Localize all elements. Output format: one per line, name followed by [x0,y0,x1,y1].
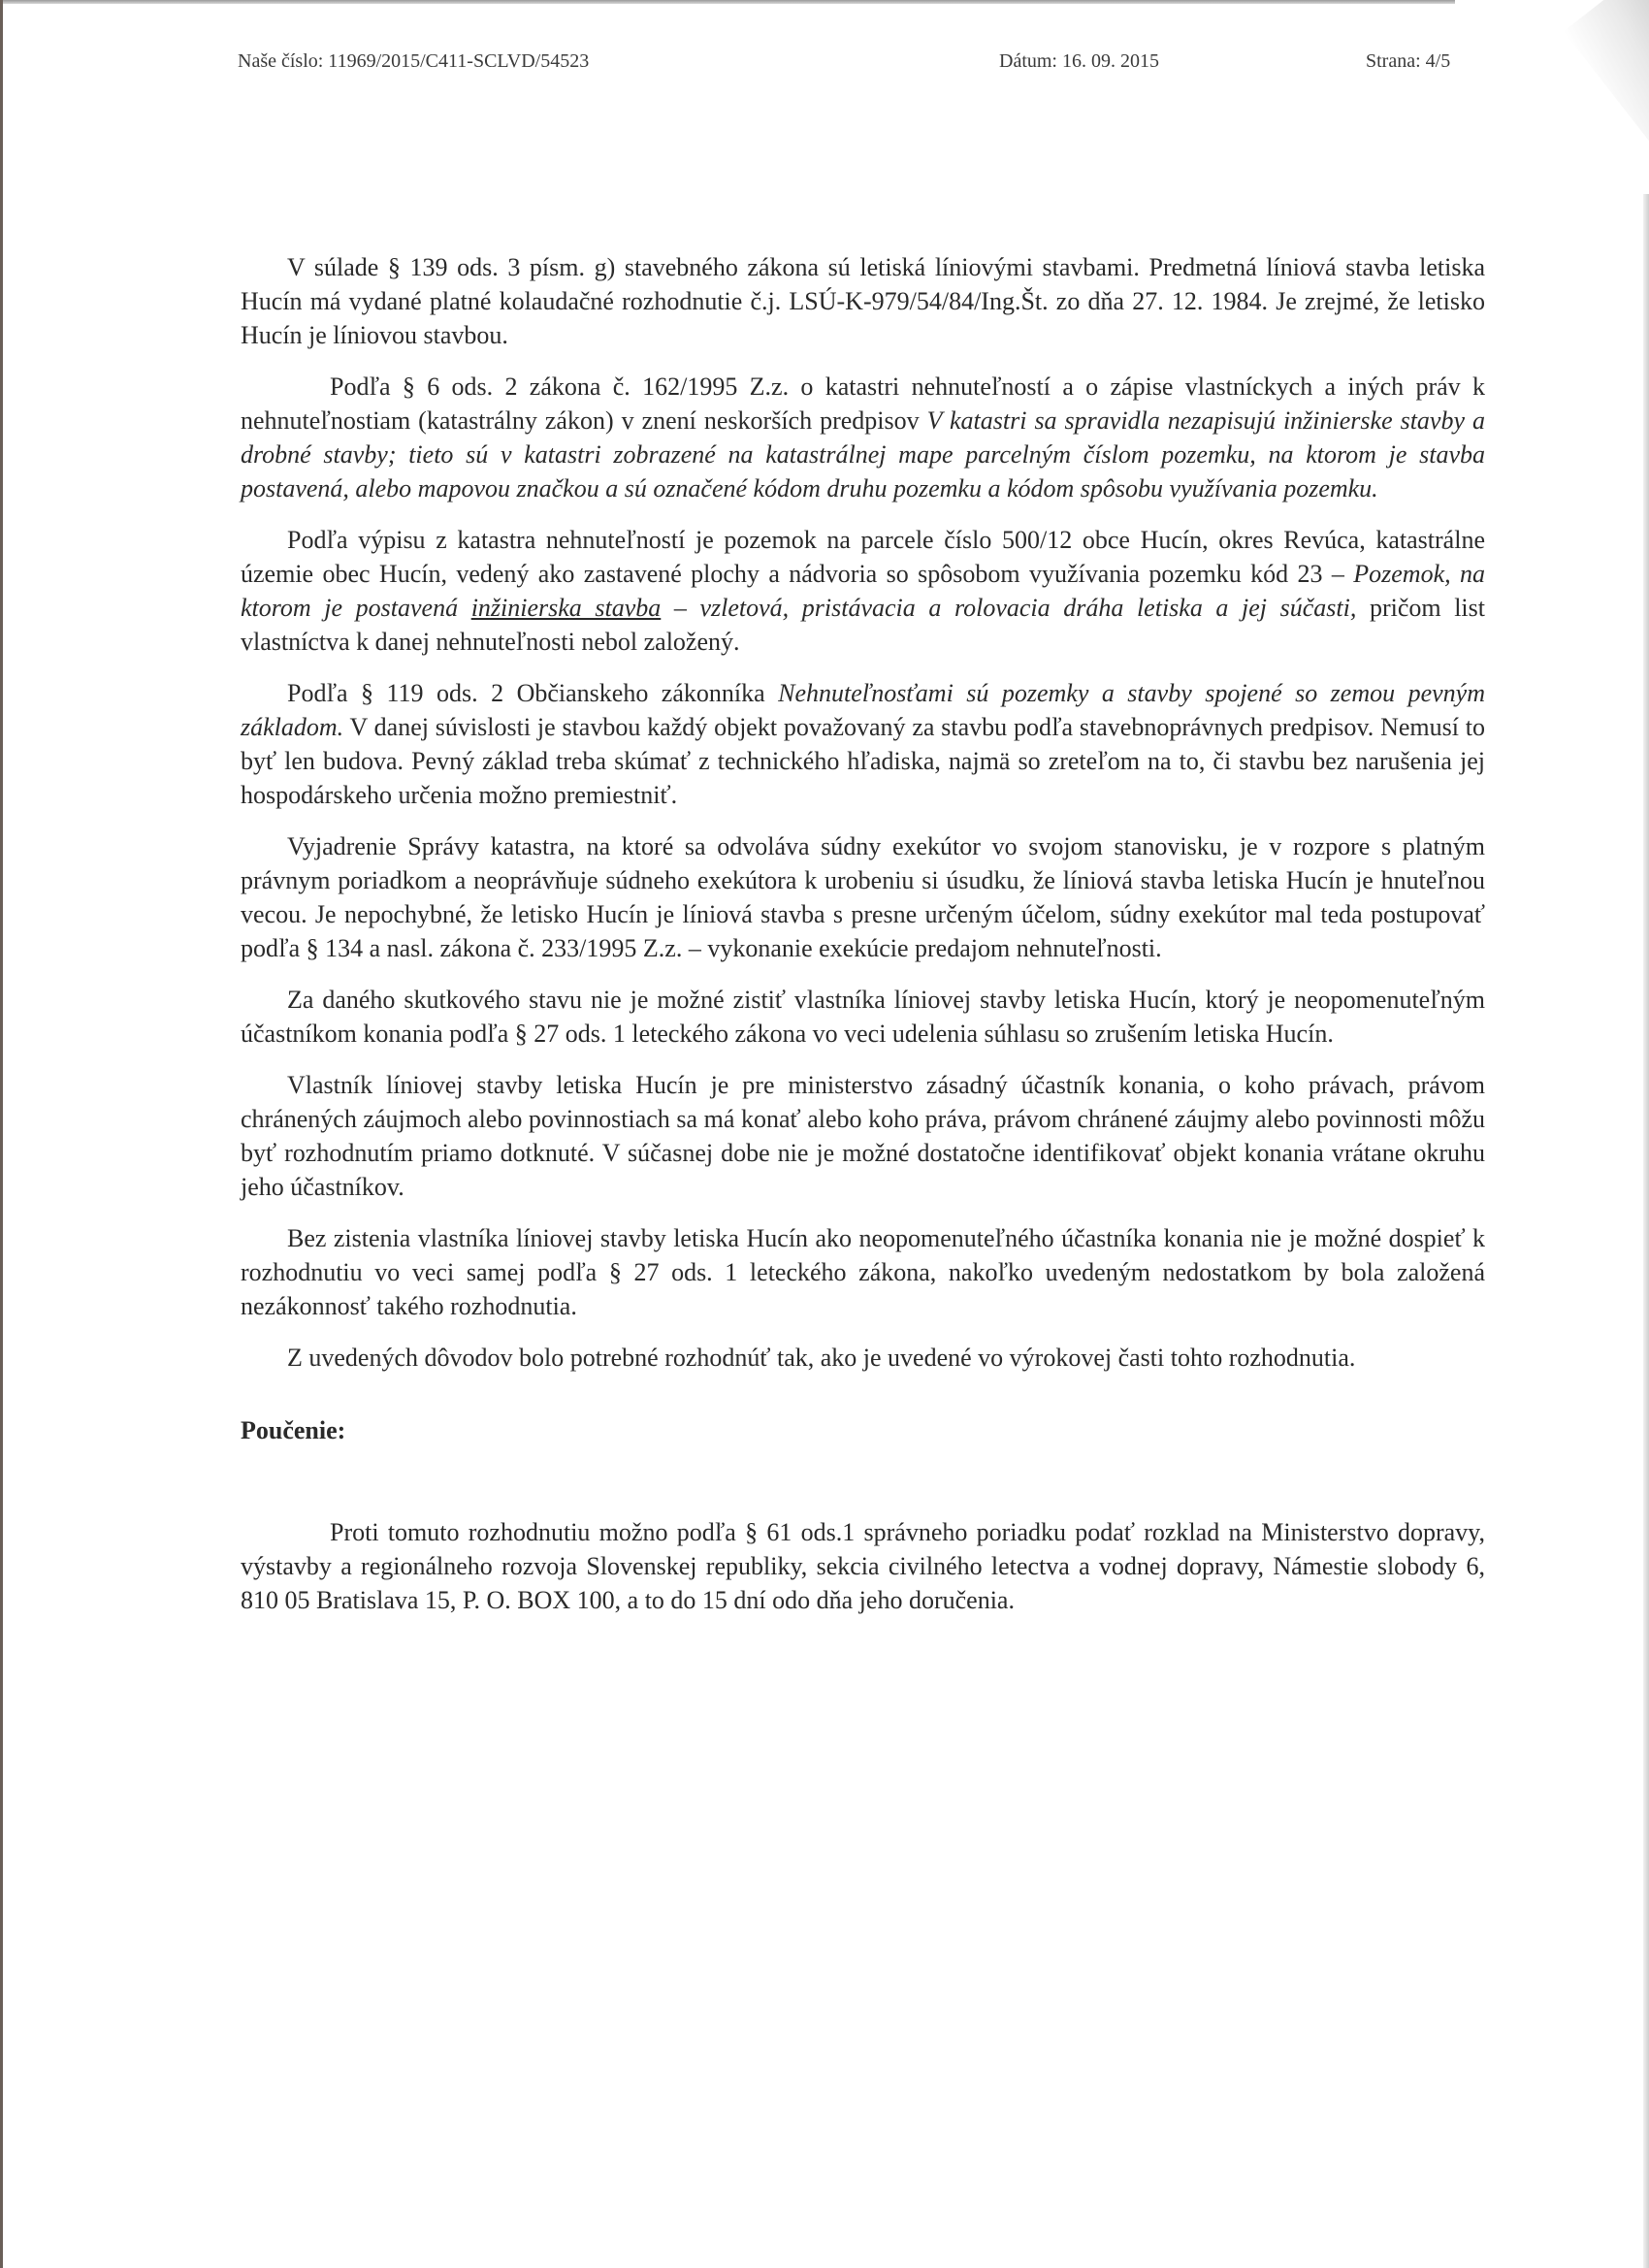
paragraph [241,676,1485,812]
instruction-heading: Poučenie: [241,1416,346,1444]
scan-left-edge [0,0,3,2268]
paragraph-text: Podľa § 119 ods. 2 Občianskeho zákonníka [287,679,779,707]
page-curl [1533,0,1649,213]
paragraph-text: Podľa výpisu z katastra nehnuteľností je pozemok na parcele číslo 500/12 obce Hucín, okres Revúca, katastrálne územie obec Hucín, vedený ako zastavené plochy a nádvoria so spôsobom využívania pozemku kód 23 – [241,526,1485,588]
page-fold [1564,0,1649,213]
paragraph-text: Za daného skutkového stavu nie je možné zistiť vlastníka líniovej stavby letiska Hucín, ktorý je neopomenuteľným účastníkom konania podľa § 27 ods. 1 leteckého zákona vo veci udelenia súhlasu so zrušením letiska Hucín. [241,986,1485,1048]
document-body [241,250,1485,1635]
paragraph-text: Podľa § 6 ods. 2 zákona č. 162/1995 Z.z. o katastri nehnuteľností a o zápise vlastníckych a iných práv k nehnuteľnostiam (katastrálny zákon) v znení neskorších predpisov [241,373,1485,435]
paragraph-text: pričom list vlastníctva k danej nehnuteľnosti nebol založený. [241,594,1485,656]
paragraph-text: V danej súvislosti je stavbou každý objekt považovaný za stavbu podľa stavebnoprávnych predpisov. Nemusí to byť len budova. Pevný základ treba skúmať z technického hľadiska, najmä so zreteľom na to, či stavbu bez narušenia jej hospodárskeho určenia možno premiestniť. [241,713,1485,809]
page-number: Strana: 4/5 [1366,50,1451,72]
paragraph [241,1221,1485,1323]
quoted-civil-code-text: Nehnuteľnosťami sú pozemky a stavby spojené so zemou pevným základom. [241,679,1485,741]
scan-top-edge [0,0,1455,4]
paragraph-text: V súlade § 139 ods. 3 písm. g) stavebného zákona sú letiská líniovými stavbami. Predmetná líniová stavba letiska Hucín má vydané platné kolaudačné rozhodnutie č.j. LSÚ-K-979/54/84/Ing.Št. zo dňa 27. 12. 1984. Je zrejmé, že letisko Hucín je líniovou stavbou. [241,253,1485,349]
paragraph [241,1341,1485,1375]
paragraph-text: Vyjadrenie Správy katastra, na ktoré sa odvoláva súdny exekútor vo svojom stanovisku, je v rozpore s platným právnym poriadkom a neoprávňuje súdneho exekútora k urobeniu si úsudku, že líniová stavba letiska Hucín je hnuteľnou vecou. Je nepochybné, že letisko Hucín je líniová stavba s presne určeným účelom, súdny exekútor mal teda postupovať podľa § 134 a nasl. zákona č. 233/1995 Z.z. – vykonanie exekúcie predajom nehnuteľnosti. [241,832,1485,962]
quoted-cadastre-text: – vzletová, pristávacia a rolovacia dráha letiska a jej súčasti, [661,594,1357,622]
scan-right-edge [1643,194,1649,2268]
paragraph [241,1068,1485,1204]
document-header [238,50,1465,78]
paragraph-text: Z uvedených dôvodov bolo potrebné rozhodnúť tak, ako je uvedené vo výrokovej časti tohto rozhodnutia. [287,1344,1356,1372]
paragraph [241,983,1485,1051]
quoted-law-text: V katastri sa spravidla nezapisujú inžinierske stavby a drobné stavby; tieto sú v katastri zobrazené na katastrálnej mape parcelným číslom pozemku, na ktorom je stavba postavená, alebo mapovou značkou a sú označené kódom druhu pozemku a kódom spôsobu využívania pozemku. [241,406,1485,502]
paragraph-text: Vlastník líniovej stavby letiska Hucín je pre ministerstvo zásadný účastník konania, o koho právach, právom chránených záujmoch alebo povinnostiach sa má konať alebo koho práva, právom chránené záujmy alebo povinnosti môžu byť rozhodnutím priamo dotknuté. V súčasnej dobe nie je možné dostatočne identifikovať objekt konania vrátane okruhu jeho účastníkov. [241,1071,1485,1201]
document-date: Dátum: 16. 09. 2015 [999,50,1159,72]
paragraph [241,370,1485,505]
paragraph [241,250,1485,352]
quoted-cadastre-text: Pozemok, na ktorom je postavená [241,560,1485,622]
appeal-instruction: Proti tomuto rozhodnutiu možno podľa § 61 ods.1 správneho poriadku podať rozklad na Ministerstvo dopravy, výstavby a regionálneho rozvoja Slovenskej republiky, sekcia civilného letectva a vodnej dopravy, Námestie slobody 6, 810 05 Bratislava 15, P. O. BOX 100, a to do 15 dní odo dňa jeho doručenia. [241,1518,1485,1614]
underlined-term: inžinierska stavba [470,594,662,622]
paragraph-text: Bez zistenia vlastníka líniovej stavby letiska Hucín ako neopomenuteľného účastníka konania nie je možné dospieť k rozhodnutiu vo veci samej podľa § 27 ods. 1 leteckého zákona, nakoľko uvedeným nedostatkom by bola založená nezákonnosť takého rozhodnutia. [241,1224,1485,1320]
reference-number: Naše číslo: 11969/2015/C411-SCLVD/54523 [238,50,590,72]
paragraph [241,523,1485,659]
paragraph [241,829,1485,965]
